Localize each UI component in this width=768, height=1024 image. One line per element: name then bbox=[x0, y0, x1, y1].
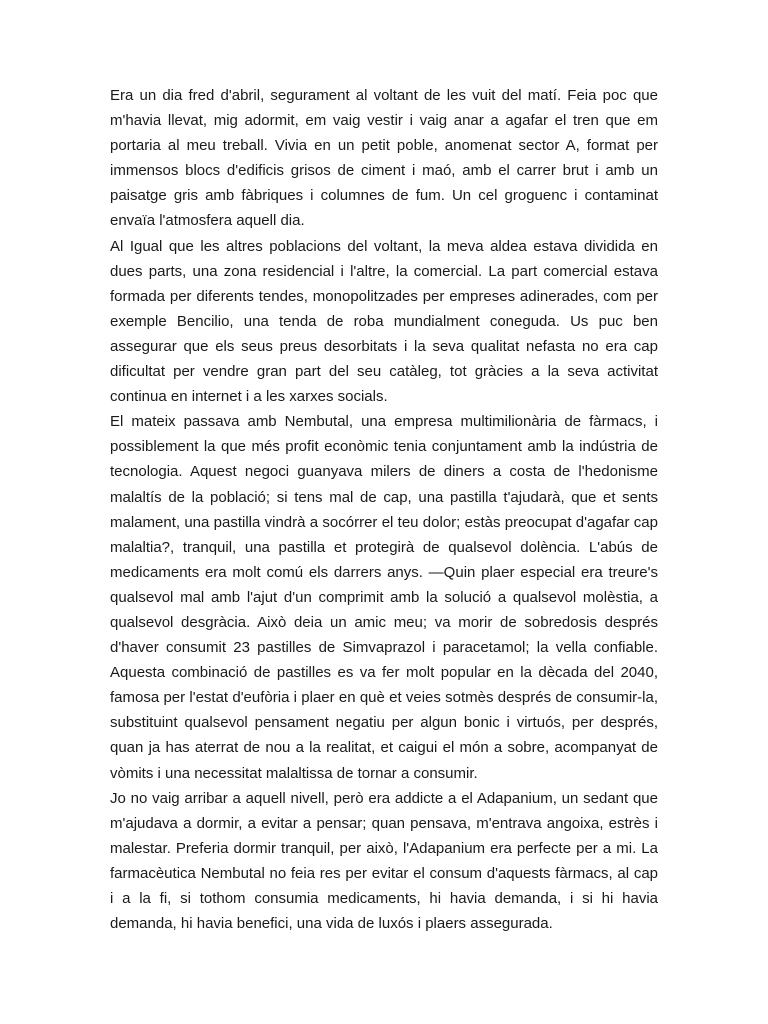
paragraph-4: Jo no vaig arribar a aquell nivell, però era addicte a el Adapanium, un sedant que m'ajudava a dormir, a evitar a pensar; quan pensava, m'entrava angoixa, estrès i malestar. Preferia dormir tranquil, per això, l'Adapanium era perfecte per a mi. La farmacèutica Nembutal no feia res per evitar el consum d'aquests fàrmacs, al cap i a la fi, si tothom consumia medicaments, hi havia demanda, i si hi havia demanda, hi havia benefici, una vida de luxós i plaers assegurada. bbox=[110, 789, 658, 933]
document-page bbox=[110, 83, 658, 936]
paragraph-3: El mateix passava amb Nembutal, una empresa multimilionària de fàrmacs, i possiblement la que més profit econòmic tenia conjuntament amb la indústria de tecnologia. Aquest negoci guanyava milers de diners a costa de l'hedonisme malaltís de la població; si tens mal de cap, una pastilla t'ajudarà, que et sents malament, una pastilla vindrà a socórrer el teu dolor; estàs preocupat d'agafar cap malaltia?, tranquil, una pastilla et protegirà de qualsevol dolència. L'abús de medicaments era molt comú els darrers anys. —Quin plaer especial era treure's qualsevol mal amb l'ajut d'un comprimit amb la solució a qualsevol molèstia, a qualsevol desgràcia. Això deia un amic meu; va morir de sobredosis després d'haver consumit 23 pastilles de Simvaprazol i paracetamol; la vella confiable. Aquesta combinació de pastilles es va fer molt popular en la dècada del 2040, famosa per l'estat d'eufòria i plaer en què et veies sotmès després de consumir-la, substituint qualsevol pensament negatiu per algun bonic i virtuós, per després, quan ja has aterrat de nou a la realitat, et caigui el món a sobre, acompanyat de vòmits i una necessitat malaltissa de tornar a consumir. bbox=[110, 413, 658, 782]
paragraph-1: Era un dia fred d'abril, segurament al voltant de les vuit del matí. Feia poc que m'havia llevat, mig adormit, em vaig vestir i vaig anar a agafar el tren que em portaria al meu treball. Vivia en un petit poble, anomenat sector A, format per immensos blocs d'edificis grisos de ciment i maó, amb el carrer brut i amb un paisatge gris amb fàbriques i columnes de fum. Un cel groguenc i contaminat envaïa l'atmosfera aquell dia. bbox=[110, 87, 658, 230]
paragraph-2: Al Igual que les altres poblacions del voltant, la meva aldea estava dividida en dues parts, una zona residencial i l'altre, la comercial. La part comercial estava formada per diferents tendes, monopolitzades per empreses adinerades, com per exemple Bencilio, una tenda de roba mundialment coneguda. Us puc ben assegurar que els seus preus desorbitats i la seva qualitat nefasta no era cap dificultat per vendre gran part del seu catàleg, tot gràcies a la seva activitat continua en internet i a les xarxes socials. bbox=[110, 237, 658, 406]
